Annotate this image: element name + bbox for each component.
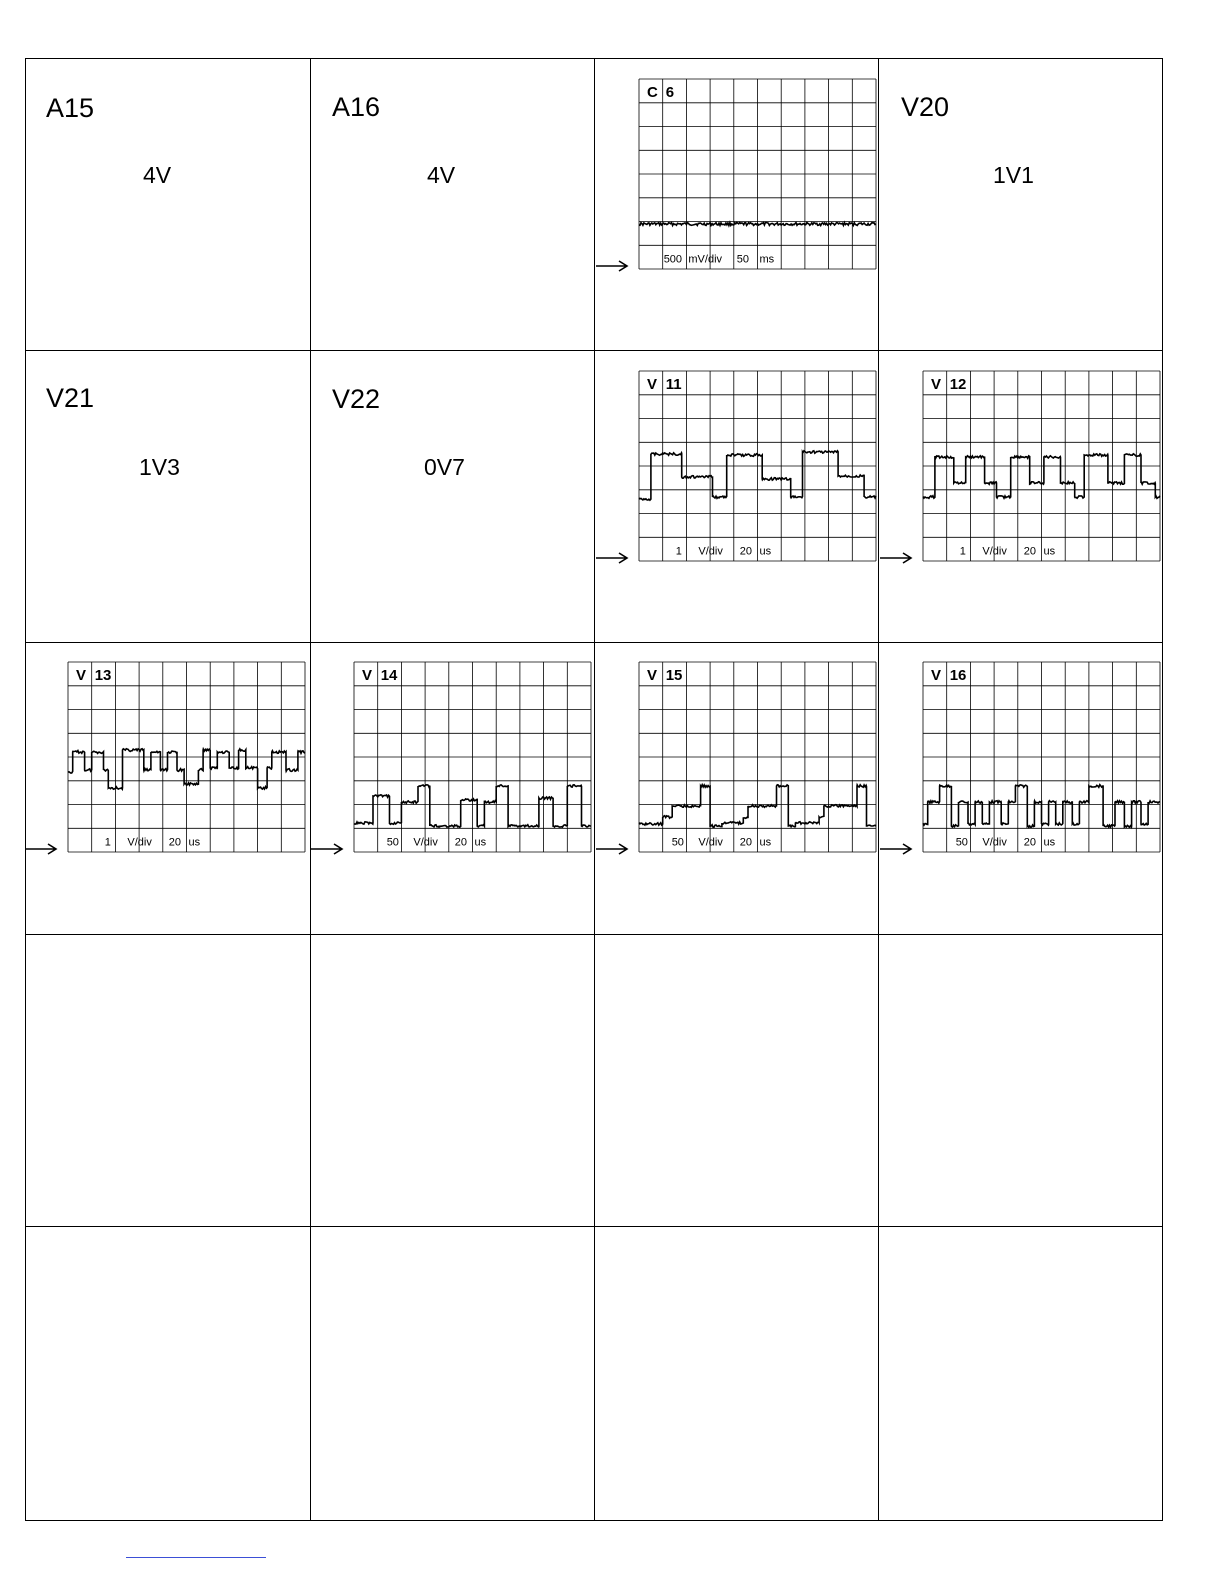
scope-time-per-div-unit: us xyxy=(759,545,772,558)
voltage-cell-v21 xyxy=(26,351,310,642)
ground-reference-arrow-icon xyxy=(595,843,629,855)
scope-volts-per-div-value: 50 xyxy=(386,836,399,849)
scope-channel-prefix: V xyxy=(362,667,373,684)
scope-volts-per-div-value: 1 xyxy=(675,545,682,558)
scope-time-per-div-value: 20 xyxy=(1023,836,1037,849)
scope-channel-number: 13 xyxy=(94,667,112,684)
scope-graticule xyxy=(639,371,876,561)
voltage-cell-v20 xyxy=(879,59,1164,350)
ground-reference-arrow-icon xyxy=(595,552,629,564)
oscilloscope-v13 xyxy=(68,662,305,852)
ground-reference-arrow-icon xyxy=(879,552,913,564)
scope-channel-prefix: V xyxy=(931,376,942,393)
ground-reference-arrow-icon xyxy=(595,260,629,272)
voltage-cell-a16 xyxy=(311,59,594,350)
scope-channel-prefix: V xyxy=(647,667,658,684)
scope-time-per-div-value: 20 xyxy=(739,836,753,849)
footer-link-underline xyxy=(126,1557,266,1558)
scope-channel-number: 11 xyxy=(665,376,682,393)
oscilloscope-v11 xyxy=(639,371,876,561)
scope-channel-number: 15 xyxy=(665,667,683,684)
scope-channel-prefix: C xyxy=(647,84,658,101)
oscilloscope-v12 xyxy=(923,371,1160,561)
scope-time-per-div-value: 20 xyxy=(739,545,753,558)
test-point-label: A16 xyxy=(332,92,381,122)
scope-screen xyxy=(923,371,1160,561)
grid-divider xyxy=(594,59,595,1520)
voltage-value: 1V3 xyxy=(139,454,180,480)
oscilloscope-v15 xyxy=(639,662,876,852)
scope-volts-per-div-value: 50 xyxy=(955,836,968,849)
oscilloscope-v16 xyxy=(923,662,1160,852)
scope-time-per-div-unit: us xyxy=(1043,545,1056,558)
scope-channel-number: 14 xyxy=(380,667,398,684)
voltage-value: 4V xyxy=(427,162,456,188)
scope-screen xyxy=(923,662,1160,852)
scope-volts-per-div-unit: V/div xyxy=(982,545,1007,558)
grid-divider xyxy=(26,642,1162,643)
test-point-label: A15 xyxy=(46,93,95,123)
scope-screen xyxy=(68,662,305,852)
voltage-cell-a15 xyxy=(26,59,310,350)
scope-graticule xyxy=(639,79,876,269)
scope-screen xyxy=(639,662,876,852)
scope-screen xyxy=(354,662,591,852)
voltage-cell-v22 xyxy=(311,351,594,642)
scope-volts-per-div-value: 500 xyxy=(663,253,683,266)
scope-channel-number: 12 xyxy=(949,376,967,393)
scope-time-per-div-value: 20 xyxy=(1023,545,1037,558)
test-point-label: V22 xyxy=(332,384,381,414)
scope-volts-per-div-unit: V/div xyxy=(127,836,152,849)
scope-channel-number: 16 xyxy=(949,667,967,684)
scope-graticule xyxy=(639,662,876,852)
voltage-value: 4V xyxy=(143,162,172,188)
ground-reference-arrow-icon xyxy=(24,843,58,855)
scope-volts-per-div-value: 50 xyxy=(671,836,684,849)
scope-volts-per-div-value: 1 xyxy=(104,836,111,849)
scope-channel-prefix: V xyxy=(76,667,87,684)
scope-time-per-div-unit: us xyxy=(474,836,487,849)
ground-reference-arrow-icon xyxy=(879,843,913,855)
scope-time-per-div-unit: us xyxy=(1043,836,1056,849)
test-point-label: V20 xyxy=(901,92,950,122)
scope-time-per-div-value: 50 xyxy=(736,253,750,266)
scope-channel-prefix: V xyxy=(931,667,942,684)
scope-time-per-div-unit: ms xyxy=(759,253,775,266)
scope-volts-per-div-unit: V/div xyxy=(982,836,1007,849)
voltage-value: 0V7 xyxy=(424,454,465,480)
oscilloscope-v14 xyxy=(354,662,591,852)
scope-time-per-div-value: 20 xyxy=(168,836,182,849)
scope-screen xyxy=(639,371,876,561)
scope-volts-per-div-value: 1 xyxy=(959,545,966,558)
scope-volts-per-div-unit: V/div xyxy=(698,836,723,849)
scope-volts-per-div-unit: V/div xyxy=(698,545,723,558)
scope-time-per-div-unit: us xyxy=(759,836,772,849)
scope-volts-per-div-unit: mV/div xyxy=(688,253,723,266)
ground-reference-arrow-icon xyxy=(310,843,344,855)
oscilloscope-c6 xyxy=(639,79,876,269)
scope-screen xyxy=(639,79,876,269)
voltage-value: 1V1 xyxy=(993,162,1034,188)
scope-channel-number: 6 xyxy=(665,84,675,101)
test-point-label: V21 xyxy=(46,383,95,413)
grid-divider xyxy=(26,1226,1162,1227)
grid-divider xyxy=(26,934,1162,935)
scope-volts-per-div-unit: V/div xyxy=(413,836,438,849)
scope-time-per-div-value: 20 xyxy=(454,836,468,849)
scope-time-per-div-unit: us xyxy=(188,836,201,849)
scope-channel-prefix: V xyxy=(647,376,658,393)
